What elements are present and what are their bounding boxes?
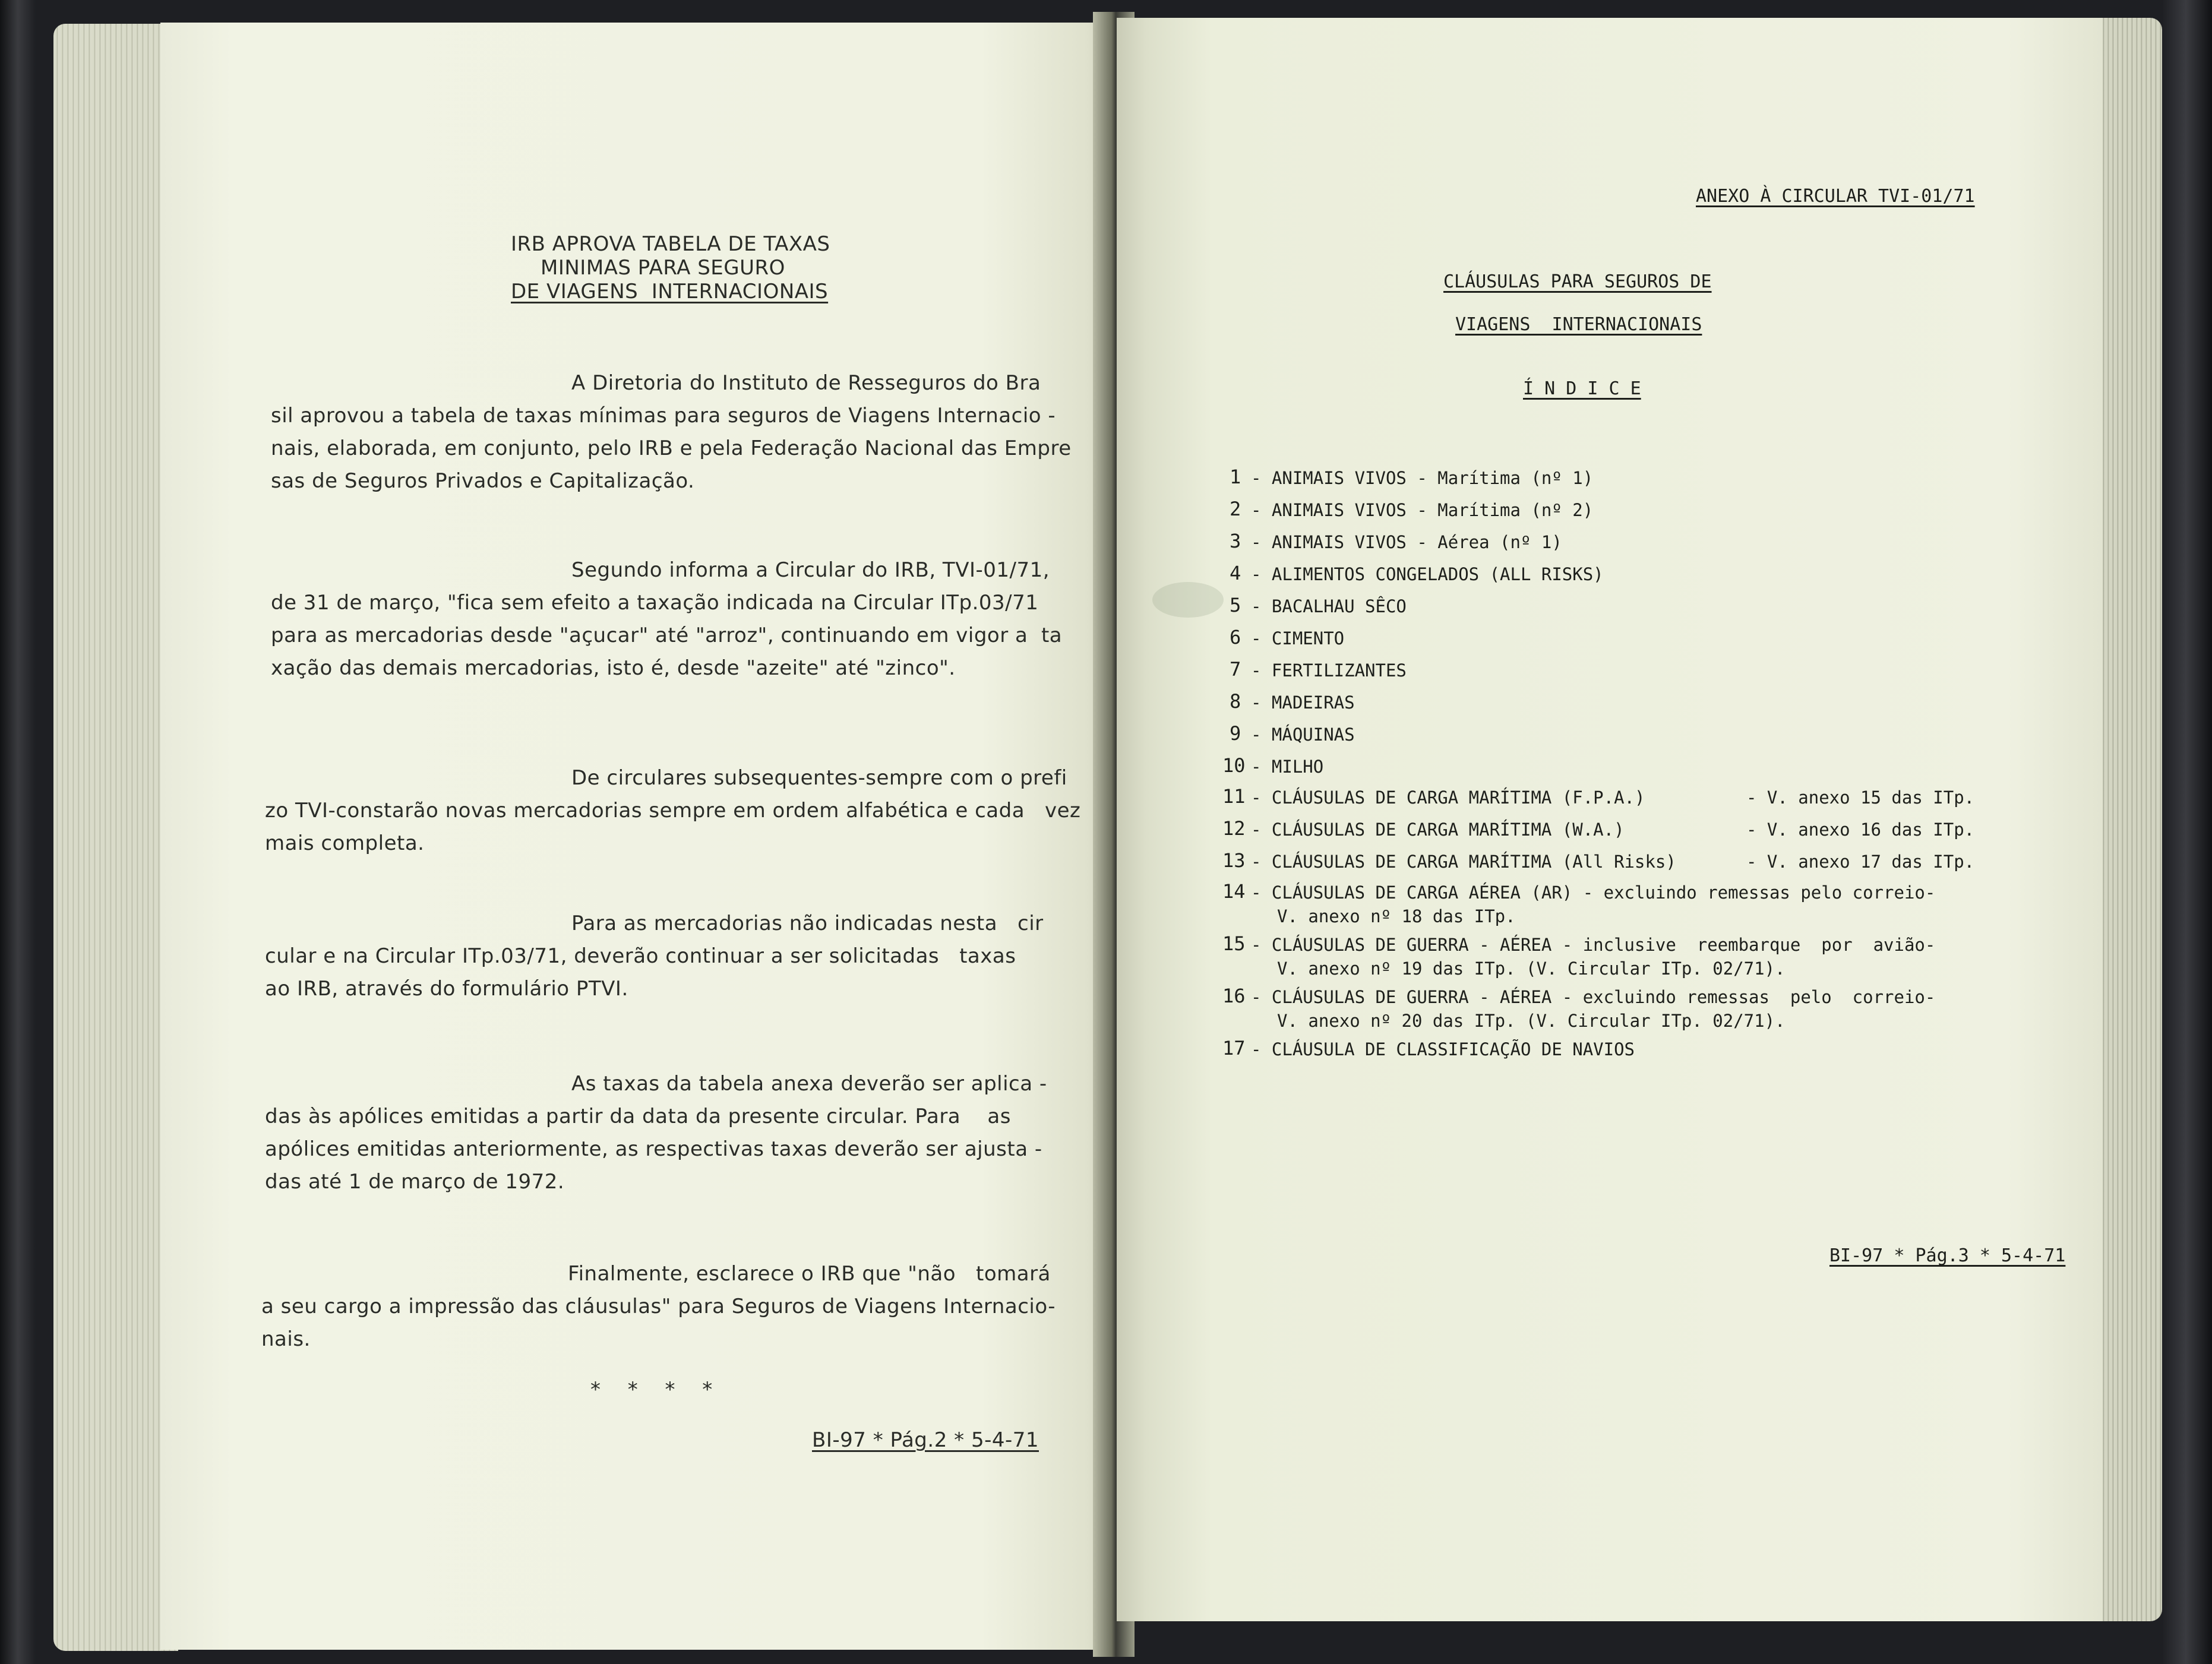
index-item-number: 2 <box>1230 498 1241 520</box>
index-item-text: - CLÁUSULAS DE GUERRA - AÉREA - inclusive reembarque por avião- <box>1251 935 1936 955</box>
index-item-number: 11 <box>1222 785 1246 808</box>
right-page <box>1117 18 2103 1621</box>
p2-line-4: xação das demais mercadorias, isto é, desde "azeite" até "zinco". <box>271 656 956 680</box>
index-item-text: - MÁQUINAS <box>1251 725 1355 745</box>
index-item-text: - ANIMAIS VIVOS - Marítima (nº 2) <box>1251 500 1594 520</box>
p1-line-1: A Diretoria do Instituto de Resseguros do Bra <box>571 371 1041 395</box>
index-item-number: 7 <box>1230 658 1241 681</box>
index-item-text: - CLÁUSULAS DE CARGA AÉREA (AR) - excluindo remessas pelo correio- <box>1251 882 1936 903</box>
annex-header: ANEXO À CIRCULAR TVI-01/71 <box>1696 186 1975 207</box>
title-line-2: MINIMAS PARA SEGURO <box>541 256 785 280</box>
index-item-number: 3 <box>1230 530 1241 552</box>
index-item-number: 12 <box>1222 817 1246 840</box>
title-line-3: DE VIAGENS INTERNACIONAIS <box>511 280 829 303</box>
index-item-text: - ALIMENTOS CONGELADOS (ALL RISKS) <box>1251 564 1604 584</box>
p5-line-2: das às apólices emitidas a partir da data da presente circular. Para as <box>265 1105 1011 1128</box>
p5-line-3: apólices emitidas anteriormente, as respectivas taxas deverão ser ajusta - <box>265 1137 1042 1161</box>
p6-line-2: a seu cargo a impressão das cláusulas" para Seguros de Viagens Internacio- <box>261 1295 1056 1318</box>
index-item-text: - MADEIRAS <box>1251 692 1355 713</box>
index-item-number: 6 <box>1230 626 1241 648</box>
p4-line-3: ao IRB, através do formulário PTVI. <box>265 977 628 1001</box>
index-item-text: - CLÁUSULAS DE GUERRA - AÉREA - excluindo remessas pelo correio- <box>1251 987 1936 1007</box>
p4-line-2: cular e na Circular ITp.03/71, deverão continuar a ser solicitadas taxas <box>265 944 1016 968</box>
p5-line-4: das até 1 de março de 1972. <box>265 1170 565 1194</box>
p5-line-1: As taxas da tabela anexa deverão ser aplica - <box>571 1072 1047 1096</box>
p3-line-3: mais completa. <box>265 831 425 855</box>
index-item-number: 13 <box>1222 849 1246 872</box>
index-item-text: - CIMENTO <box>1251 628 1345 648</box>
index-item-number: 14 <box>1222 880 1246 903</box>
p3-line-1: De circulares subsequentes-sempre com o prefi <box>571 766 1067 790</box>
index-item-number: 5 <box>1230 594 1241 616</box>
p2-line-3: para as mercadorias desde "açucar" até "arroz", continuando em vigor a ta <box>271 624 1063 647</box>
left-page <box>160 23 1123 1650</box>
index-item-number: 15 <box>1222 932 1246 955</box>
index-item-text: - ANIMAIS VIVOS - Marítima (nº 1) <box>1251 468 1594 488</box>
index-item-text: - ANIMAIS VIVOS - Aérea (nº 1) <box>1251 532 1562 552</box>
p4-line-1: Para as mercadorias não indicadas nesta cir <box>571 912 1044 935</box>
p2-line-1: Segundo informa a Circular do IRB, TVI-01/71, <box>571 558 1050 582</box>
index-item-annex-ref: - V. anexo 16 das ITp. <box>1746 820 1975 840</box>
doc-title-line-2: VIAGENS INTERNACIONAIS <box>1455 314 1702 335</box>
index-item-text: - CLÁUSULAS DE CARGA MARÍTIMA (W.A.) <box>1251 820 1625 840</box>
index-item-number: 8 <box>1230 690 1241 713</box>
index-heading: Í N D I C E <box>1523 378 1641 399</box>
index-item-number: 4 <box>1230 562 1241 584</box>
index-item-text: - BACALHAU SÊCO <box>1251 596 1407 616</box>
doc-title-line-1: CLÁUSULAS PARA SEGUROS DE <box>1443 271 1712 292</box>
index-item-text: - MILHO <box>1251 757 1324 777</box>
p1-line-2: sil aprovou a tabela de taxas mínimas para seguros de Viagens Internacio - <box>271 404 1056 428</box>
section-end-stars: * * * * <box>590 1378 713 1402</box>
title-line-1: IRB APROVA TABELA DE TAXAS <box>511 232 830 256</box>
right-page-footer: BI-97 * Pág.3 * 5-4-71 <box>1829 1245 2066 1266</box>
p2-line-2: de 31 de março, "fica sem efeito a taxação indicada na Circular ITp.03/71 <box>271 591 1039 615</box>
index-item-continuation: V. anexo nº 19 das ITp. (V. Circular ITp. 02/71). <box>1277 958 1786 979</box>
p3-line-2: zo TVI-constarão novas mercadorias sempre em ordem alfabética e cada vez <box>265 799 1081 822</box>
p6-line-3: nais. <box>261 1327 311 1351</box>
p6-line-1: Finalmente, esclarece o IRB que "não tomará <box>568 1262 1051 1286</box>
index-item-continuation: V. anexo nº 18 das ITp. <box>1277 906 1516 926</box>
page-smudge <box>1152 582 1224 618</box>
p1-line-4: sas de Seguros Privados e Capitalização. <box>271 469 695 493</box>
index-item-annex-ref: - V. anexo 17 das ITp. <box>1746 852 1975 872</box>
index-item-number: 10 <box>1222 754 1246 777</box>
index-item-text: - FERTILIZANTES <box>1251 660 1407 681</box>
index-item-number: 17 <box>1222 1037 1246 1059</box>
index-item-text: - CLÁUSULA DE CLASSIFICAÇÃO DE NAVIOS <box>1251 1039 1635 1059</box>
index-item-number: 9 <box>1230 722 1241 745</box>
index-item-annex-ref: - V. anexo 15 das ITp. <box>1746 787 1975 808</box>
index-item-number: 16 <box>1222 985 1246 1007</box>
left-page-footer: BI-97 * Pág.2 * 5-4-71 <box>812 1428 1039 1452</box>
p1-line-3: nais, elaborada, em conjunto, pelo IRB e pela Federação Nacional das Empre <box>271 436 1072 460</box>
left-page-stack <box>53 24 178 1651</box>
index-item-text: - CLÁUSULAS DE CARGA MARÍTIMA (All Risks) <box>1251 852 1676 872</box>
index-item-number: 1 <box>1230 466 1241 488</box>
index-item-text: - CLÁUSULAS DE CARGA MARÍTIMA (F.P.A.) <box>1251 787 1645 808</box>
index-item-continuation: V. anexo nº 20 das ITp. (V. Circular ITp. 02/71). <box>1277 1011 1786 1031</box>
